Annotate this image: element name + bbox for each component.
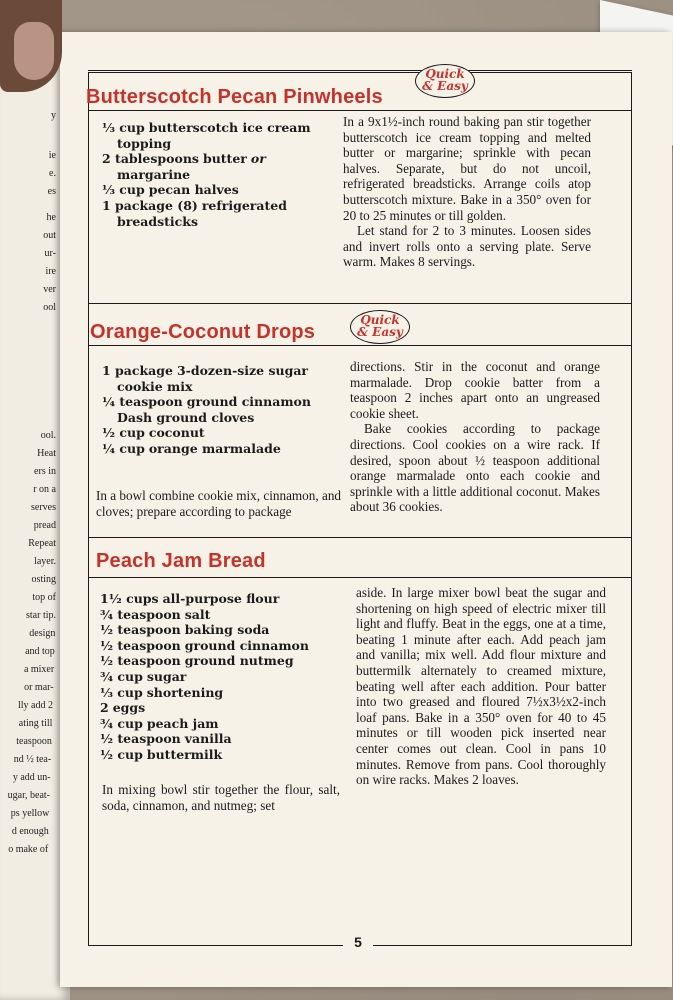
ingredient-text: ¼ teaspoon bbox=[102, 394, 183, 410]
quick-easy-badge-2 bbox=[350, 310, 410, 344]
ingredient-item bbox=[100, 700, 340, 716]
left-page-text: es bbox=[47, 186, 56, 197]
left-page-text: design bbox=[29, 628, 56, 639]
ingredient-item bbox=[100, 591, 340, 607]
quick-easy-badge-1 bbox=[415, 64, 475, 98]
ingredient-item bbox=[100, 638, 340, 654]
left-page-text: teaspoon bbox=[16, 736, 52, 747]
ingredient-name: salt bbox=[184, 606, 211, 622]
left-page-text: ool bbox=[43, 302, 56, 313]
ingredient-item bbox=[102, 363, 342, 379]
ingredients-list-1 bbox=[102, 120, 337, 229]
left-page-text: serves bbox=[31, 502, 56, 513]
directions-3-start: In mixing bowl stir together the flour, salt, soda, cinnamon, and nutmeg; set bbox=[102, 782, 340, 813]
left-page-text: ver bbox=[43, 284, 56, 295]
recipe-page bbox=[60, 32, 672, 987]
top-rule bbox=[88, 70, 632, 71]
title-underline-1 bbox=[88, 110, 632, 111]
ingredient-text: ⅓ cup bbox=[100, 684, 143, 700]
ingredient-item bbox=[100, 653, 340, 669]
left-page-text: a mixer bbox=[23, 664, 55, 675]
left-page-text: pread bbox=[33, 520, 56, 531]
thumbnail bbox=[14, 22, 54, 80]
left-page-text: or mar- bbox=[24, 682, 54, 693]
recipe-title-1: Butterscotch Pecan Pinwheels bbox=[86, 86, 383, 108]
left-page-text: o make of bbox=[8, 844, 49, 855]
left-page-text: out bbox=[43, 230, 56, 241]
recipe-title-3: Peach Jam Bread bbox=[96, 550, 266, 572]
left-page-text: ur- bbox=[44, 248, 56, 259]
ingredient-name: eggs bbox=[112, 700, 146, 716]
left-page-text: nd ½ tea- bbox=[13, 754, 52, 765]
ingredient-item bbox=[102, 441, 342, 457]
ingredient-text: 2 tablespoons bbox=[102, 151, 199, 167]
left-page-text: Heat bbox=[37, 448, 56, 459]
left-page-text: ps yellow bbox=[10, 808, 50, 819]
ingredient-item bbox=[102, 120, 337, 136]
left-page-text: top of bbox=[32, 592, 56, 603]
directions-2 bbox=[350, 359, 600, 515]
direction-paragraph: Let stand for 2 to 3 minutes. Loosen sides and invert rolls onto a serving plate. Serve warm. Makes 8 servings. bbox=[343, 223, 591, 270]
ingredient-name: refrigerated bbox=[201, 197, 287, 213]
direction-paragraph: directions. Stir in the coconut and orange marmalade. Drop cookie batter from a teaspoon 2 inches apart onto an ungreased cookie sheet. bbox=[350, 359, 600, 421]
ingredient-or: or bbox=[250, 151, 266, 167]
page-number: 5 bbox=[343, 934, 373, 950]
ingredient-text: 1 package (8) bbox=[102, 197, 198, 213]
ingredient-name: ground cinnamon bbox=[186, 394, 311, 410]
left-page-text: lly add 2 bbox=[18, 700, 53, 711]
ingredients-list-2 bbox=[102, 363, 342, 457]
ingredient-text: ½ cup bbox=[100, 746, 143, 762]
left-page-text: ating till bbox=[18, 718, 53, 729]
left-page-text: r on a bbox=[33, 484, 56, 495]
ingredient-text: ⅓ cup bbox=[102, 182, 145, 198]
ingredient-name: ground nutmeg bbox=[184, 653, 294, 669]
ingredient-name: shortening bbox=[146, 684, 224, 700]
ingredient-name: buttermilk bbox=[146, 746, 223, 762]
ingredient-item bbox=[102, 425, 342, 441]
ingredient-continuation: Dash ground cloves bbox=[117, 409, 255, 425]
direction-paragraph: Bake cookies according to package directions. Cool cookies on a wire rack. If desired, spoon about ½ teaspoon additional orange marmalade onto each cookie and sprinkle with a little additional coconut. Makes about 36 cookies. bbox=[350, 421, 600, 515]
ingredient-name: coconut bbox=[148, 425, 205, 441]
ingredient-text: ⅓ cup bbox=[102, 120, 145, 135]
ingredient-text: ½ teaspoon bbox=[100, 653, 181, 669]
directions-2-start: In a bowl combine cookie mix, cinnamon, and cloves; prepare according to package bbox=[96, 488, 342, 519]
directions-3 bbox=[356, 585, 606, 788]
ingredient-name: ground cinnamon bbox=[184, 637, 309, 653]
ingredient-text: ½ teaspoon bbox=[100, 622, 181, 638]
ingredient-name: baking soda bbox=[184, 622, 270, 638]
ingredient-text: ¾ cup bbox=[100, 668, 143, 684]
left-page-text: layer. bbox=[34, 556, 56, 567]
ingredient-item bbox=[100, 747, 340, 763]
left-page-text: Repeat bbox=[28, 538, 56, 549]
badge-line1: Quick bbox=[425, 67, 465, 81]
ingredient-text: ¾ teaspoon bbox=[100, 606, 181, 622]
ingredient-item bbox=[100, 622, 340, 638]
left-page-text: y bbox=[51, 110, 56, 121]
ingredient-item bbox=[100, 716, 340, 732]
left-page-text: ire bbox=[45, 266, 56, 277]
left-page-text: osting bbox=[31, 574, 56, 585]
ingredient-item bbox=[102, 182, 337, 198]
badge-line2: & Easy bbox=[422, 79, 468, 93]
ingredient-item bbox=[100, 607, 340, 623]
ingredient-continuation: breadsticks bbox=[117, 213, 198, 229]
ingredient-text: 2 bbox=[100, 700, 109, 716]
ingredient-text: ¼ cup bbox=[102, 440, 145, 456]
ingredient-name: 3-dozen-size sugar bbox=[176, 363, 308, 378]
ingredient-name: sugar bbox=[146, 668, 187, 684]
title-underline-2 bbox=[88, 345, 632, 346]
badge-line2: & Easy bbox=[357, 325, 403, 339]
section-rule-2 bbox=[88, 303, 632, 304]
ingredient-continuation: margarine bbox=[117, 166, 191, 182]
ingredient-name: peach jam bbox=[146, 715, 219, 731]
ingredient-name: butterscotch ice cream bbox=[148, 120, 311, 135]
ingredient-item bbox=[100, 731, 340, 747]
ingredient-name: all-purpose flour bbox=[162, 591, 280, 606]
badge-line1: Quick bbox=[360, 313, 400, 327]
ingredient-continuation: topping bbox=[117, 135, 172, 151]
ingredient-text: ½ cup bbox=[102, 425, 145, 441]
left-page-text: star tip. bbox=[26, 610, 56, 621]
left-page-text: e. bbox=[49, 168, 56, 179]
ingredient-text: ½ teaspoon bbox=[100, 637, 181, 653]
ingredient-text: ½ teaspoon bbox=[100, 731, 181, 747]
direction-paragraph: aside. In large mixer bowl beat the sugar and shortening on high speed of electric mixer till light and fluffy. Beat in the eggs, one at a time, beating 1 minute after each. Add peach jam and vanilla; mix well. Add flour mixture and buttermilk alternately to creamed mixture, beating well after each addition. Pour batter into two greased and floured 7½x3½x2-inch loaf pans. Bake in a 350° oven for 40 to 45 minutes or till wooden pick inserted near center comes out clean. Cool in pans 10 minutes. Remove from pans. Cool thoroughly on wire racks. Makes 2 loaves. bbox=[356, 585, 606, 788]
ingredients-list-3 bbox=[100, 591, 340, 763]
ingredient-item bbox=[102, 198, 337, 214]
section-rule-3 bbox=[88, 537, 632, 538]
left-page-text: ie bbox=[48, 150, 56, 161]
left-page-text: he bbox=[46, 212, 56, 223]
ingredient-text: ¾ cup bbox=[100, 715, 143, 731]
ingredient-item bbox=[102, 394, 342, 410]
ingredient-name: pecan halves bbox=[148, 182, 239, 198]
left-page-text: d enough bbox=[11, 826, 49, 837]
left-page-text: ugar, beat- bbox=[7, 790, 50, 801]
ingredient-item bbox=[102, 151, 337, 167]
recipe-title-2: Orange-Coconut Drops bbox=[90, 321, 316, 343]
left-page-text: ool. bbox=[40, 430, 56, 441]
ingredient-item bbox=[100, 669, 340, 685]
ingredient-continuation: cookie mix bbox=[117, 378, 193, 394]
left-page-text: and top bbox=[25, 646, 55, 657]
title-underline-3 bbox=[88, 577, 632, 578]
directions-1 bbox=[343, 114, 591, 270]
direction-paragraph: In a 9x1½-inch round baking pan stir together butterscotch ice cream topping and melted butter or margarine; sprinkle with pecan halves. Separate, but do not uncoil, refrigerated breadsticks. Arrange coils atop butterscotch mixture. Bake in a 350° oven for 20 to 25 minutes or till golden. bbox=[343, 114, 591, 223]
ingredient-name: butter bbox=[202, 151, 247, 167]
ingredient-text: 1½ cups bbox=[100, 591, 159, 606]
left-page-text: y add un- bbox=[12, 772, 51, 783]
left-page-text: ers in bbox=[34, 466, 56, 477]
ingredient-text: 1 package bbox=[102, 363, 173, 378]
ingredient-item bbox=[100, 685, 340, 701]
ingredient-name: vanilla bbox=[184, 731, 232, 747]
ingredient-name: orange marmalade bbox=[148, 440, 281, 456]
